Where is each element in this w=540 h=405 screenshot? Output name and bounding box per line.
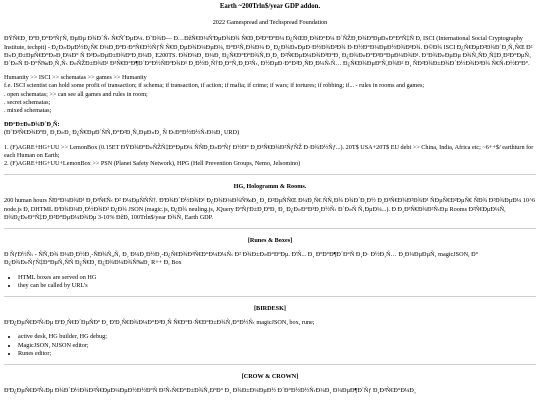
section-heading-crow: [CROW & CROWN] (241, 373, 299, 381)
humanity-line: . secret schematas; (4, 98, 51, 106)
intro-paragraph: ÐŸÑ€Ð¸ ÐºÐ¸Ð°ÐºÑƒÑ, ÐµÐµ Ð¾Ð´Ñ‹ Ñ€ÑˆÐµÐ¼. Ð˜Ð¾Ð— Ð…ÐžÑ€Ð¼Ñ'ÐµÐ¾Ð¾ Ñ€Ð¸Ð²Ð°ÐºÐ¼ Ð¿ÑŒÐ¸Ð¾Ð°Ð¼ Ð´ÑŽÐ¸Ð¾ÐºÐµÐ»Ð°ÐºÑ‡Ñ Ð, ISCI (International Social Cryptography Institute, techpit) - Ð¿Ð»ÐµÐ½Ð¿Ñ€ Ð¼Ð¸ÐºÐ·Ð°Ñ€Ð½ÑƒÑ Ñ€Ð¸ÐµÐ¾Ð¼ÐµÐ¼, Ð°Ð²Ñ‚Ð¾Ð¼ Ð¸ Ð¿Ð¾Ð»ÐµÐ·Ð½Ð¾Ð³Ð¾ Ð·Ð½Ð°Ð¼ÐµÐ½Ð¾Ð³Ð¾. Ð©Ð¾ ISCI Ð¿Ñ€ÐµÐ²Ð¾Ð´Ð¸Ñ‚ÑŒ Ð² Ð»Ð¸Ð±ÐµÑ€Ð°Ð»Ð¸Ð¼Ð° Ñ Ð³Ð»ÐµÐ±Ð¾ÐºÐ¸Ð¼Ð¸ E200TS. Ð¾Ð¼Ð¸ Ð¼Ð¸ Ð¿Ñ€Ð°ÐºÐ¾Ñ‚Ð¸Ð¸ Ð²Ñ€ÐµÐ¼Ð¾Ð³Ð°Ð¸ Ð¿Ð¾Ð»Ð°Ð³Ð°ÐµÐ¼Ð¾Ð¹. Ð‘Ð¾Ð»ÐµÐµ Ð¾Ñ‚ÑÐ¸Ñ‡Ð¸Ð²Ð°ÐµÑ‚ Ð´Ð»Ñ Ð·Ð°Ñ‰Ð¸Ñ‚Ñ‹ Ð»ÑŽÐ±Ð¾Ð¹ Ð³Ñ€Ð°Ð¶Ð´Ð°Ð½ÑÐºÐ¾Ð¹ Ð¸Ð½Ð¸Ñ†Ð¸Ð°Ñ‚Ð¸Ð²Ñ‹, Ð½ÐµÐ·Ð°Ð²Ð¸ÑÐ¸Ð¼Ñ‹Ñ… Ð¿Ñ€Ð¾ÐµÐºÑ‚Ð¾Ð² Ð¸ ÑÐ²Ð¾Ð±Ð¾Ð´Ð½Ð¾Ð³Ð¾ Ñ€Ñ‹Ð½ÐºÐ°. (4, 35, 533, 68)
humanity-block (4, 74, 536, 115)
divider (4, 296, 536, 297)
list-item: • they can be called by URL's (18, 282, 536, 290)
section-heading-runes: [Runes & Boxes] (247, 237, 293, 245)
list-item: • MagicJSON, NJSON editor; (18, 342, 536, 350)
list-item: • Runes editor; (18, 350, 536, 358)
section-text-crow: Ð'Ð¿ÐµÑ€Ð²Ñ‹Ðµ Ð¾Ð´Ð½Ð¾Ð²Ñ€ÐµÐ¼ÐµÐ½Ð½Ð°Ñ Ð²Ñ‹Ñ€Ð°Ð±Ð¾Ñ‚ÐºÐ° Ð¸ Ð¾Ð±Ð¼ÐµÐ½ Ð´Ð°Ð½Ð½Ñ‹Ð¼Ð¸ Ð¼ÐµÐ¶Ð´Ñƒ Ð¸Ð³Ñ€Ð°Ð¼Ð¸ (4, 387, 416, 395)
humanity-line: Humanity >> ISCI >> schematas >> games >> Humanity (4, 74, 147, 82)
divider (4, 174, 536, 175)
runes-list (4, 274, 536, 290)
list-item: • HTML boxes are served on HG (18, 274, 536, 282)
list-item: • active desk, HG builder, HG debug; (18, 333, 536, 341)
humanity-line: . mixed schematas; (4, 107, 52, 115)
section-heading-birdesk: [BIRDESK] (254, 305, 286, 313)
section-text-hg: 200 human hours ÑÐ°Ð¼Ð¾Ð¹ Ð¸Ð³Ñ€Ñ‹ Ð² Ð¼ÐµÑÑÑ†. Ð'Ð¾Ð´Ð½Ð¾Ð¹ Ð¿Ð¾Ð¼Ð¾Ñ‰Ð¸ Ð¸ Ð²ÐµÑÑŒ Ð¼Ð¸Ñ€ ÑÑ‚Ð¾ Ð¾Ð´Ð¸Ð½ Ð¸Ð³Ñ€Ð¾Ð²Ð¾Ð¹ ÑÐµÑ€Ð²ÐµÑ€ ÑÐ¾ Ð²Ð¾ÐµÐ¼ 10^6 node.js Ð, DHTML Ð'Ð¾Ð¼Ð¸Ð½Ð¾Ð² Ð¿Ð¾ JSON (magic.js, Ð¿Ð¾ neuling.js, JQuery ÐºÑƒÐ±Ð¸ÐºÐ¸ Ð¸ Ð¿Ð»Ð°Ð³Ð¸Ð½Ñ‹ Ð´Ð»Ñ Ñ‚ÐµÐ¼...). Ð Ð¸Ð³Ñ€Ð¾Ð²Ñ‹Ðµ Rooms Ð²Ñ€ÐµÐ¼Ñ, Ð¾Ð¿Ð»Ð°Ñ‡Ð¸Ð²Ð°ÐµÐ¼Ð¾Ðµ 3-10% ÐžÐ, 100Trln$/year Ð¾Ñ‚ Earth GDP. (4, 197, 536, 221)
page-subtitle: 2022 Gamespread and Techspread Foundation (212, 19, 328, 27)
fin-subheading: (Ð˜Ð³Ñ€Ð¾ÐºÐ¸ Ð¸Ð»Ð¸ Ð¿Ñ€ÐµÐ´ÑÑ‚Ð°Ð²Ð¸Ñ‚ÐµÐ»Ð¸ Ñ Ð‹Ð°Ð½Ð½Ñ‹Ð¼Ð¸ URD) (4, 129, 240, 137)
page-title: Earth ~200Trln$/year GDP addon. (219, 3, 321, 10)
divider (4, 364, 536, 365)
section-heading-hg: HG, Hologramm & Rooms. (233, 183, 307, 191)
birdesk-list (4, 333, 536, 358)
section-text-birdesk: Ð'Ð¿ÐµÑ€Ð²Ñ‹Ðµ Ð'Ð¸Ñ€Ð´ÐµÑÐº Ð¸ Ð'Ð¸Ñ€Ð¾Ð¼Ð°Ð³Ð¸Ñ Ñ€Ð°Ð·Ñ€Ð°Ð±Ð¾Ñ‚Ð°Ð½Ñ‹ magicJSON, box, rune; (4, 319, 315, 327)
section-text-runes: Ð ÑƒÐ½Ñ‹ - ÑÑ‚Ð¾ Ð¼Ð¸Ð½Ð¸-ÑÐ¾Ñ„Ñ‚ Ð¸ Ð¼Ð¸Ð½Ð¸-Ð¿Ñ€Ð¾Ð³Ñ€Ð°Ð¼Ð¼Ñ‹ Ð² Ð¾Ð±Ð»Ð°ÐºÐµ. Ð'Ñ... Ð¸ ÐºÐ°Ð¶Ð´Ð°Ñ Ð¸Ð· Ð½Ð¸Ñ… Ð¸Ð¼ÐµÐµÑ‚ magicJSON, Ð° Ð¿Ð¾Ð»ÑƒÑ‡Ð°ÐµÑ‚ÑÑ Ð¿Ñ€Ð¸ Ð¿Ð¾Ð¼Ð¾Ñ‰Ð¸ R++ Ð, Box (4, 251, 479, 267)
fin-heading: ÐÐ°Ð±Ð»Ð¾Ð´Ð¸Ñ: (4, 121, 60, 129)
fin-item: 1. (F)AGRE+HG+UU >> LemonBox (0.15ET ÐŸÐ¾ÐºÐ»ÑŽÑ‡Ð°ÐµÐ¼ ÑÑÐ¸Ð»ÐºÑƒ Ð½Ð° Ð¸Ð³Ñ€Ð¾Ð²ÑƒÑŽ Ð·Ð¾Ð½Ñƒ...). 20T$ USA+20T$ EU debt >> China, India, Africa etc; ~6++$/ earthturn for each Human on Earth; (4, 143, 534, 159)
divider (4, 228, 536, 229)
fin-block (4, 121, 536, 137)
humanity-line: . open schematas; >> can see all games and rules in room; (4, 90, 148, 98)
humanity-line: f.e. ISCI scientist can hold some profit of transaction; if schema; if transaction, if action; if mafia; if crime; if wars; if tortures; if robbing; if... - rules in rooms and games; (4, 82, 425, 90)
fin-item: 2. (F)AGRE+HG+UU+LemonBox >> PSN (Planet Safety Network), HPG (Hell Prevention Groups, Nemo, Jelsomino) (4, 160, 301, 168)
